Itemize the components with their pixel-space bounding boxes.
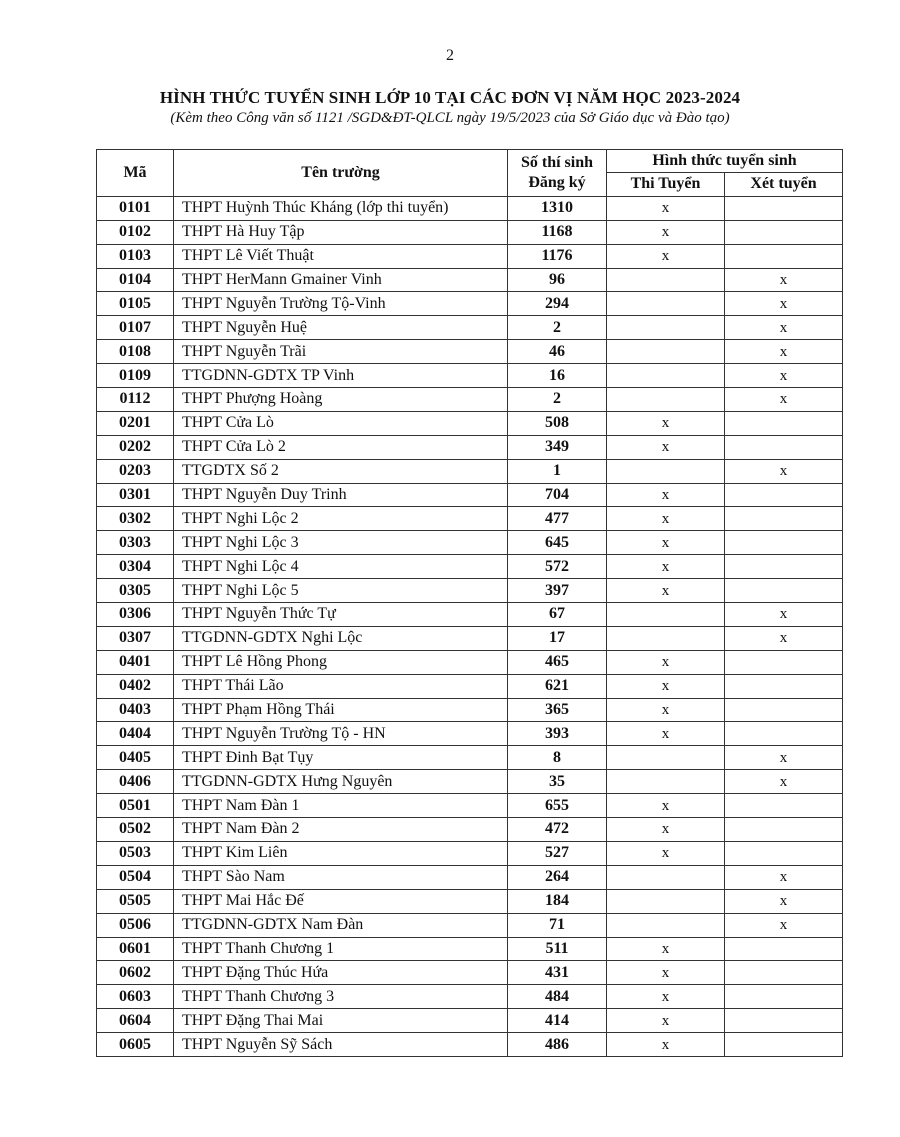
header-method: Hình thức tuyển sinh xyxy=(607,150,843,173)
table-row xyxy=(97,698,843,722)
review-mark xyxy=(725,698,843,722)
registration-count: 621 xyxy=(508,674,607,698)
table-row xyxy=(97,555,843,579)
exam-mark: x xyxy=(607,220,725,244)
table-row xyxy=(97,961,843,985)
school-code: 0403 xyxy=(97,698,174,722)
review-mark: x xyxy=(725,746,843,770)
school-name: THPT HerMann Gmainer Vinh xyxy=(174,268,508,292)
header-exam: Thi Tuyển xyxy=(607,173,725,197)
registration-count: 477 xyxy=(508,507,607,531)
exam-mark xyxy=(607,865,725,889)
school-code: 0506 xyxy=(97,913,174,937)
table-row xyxy=(97,435,843,459)
school-name: THPT Sào Nam xyxy=(174,865,508,889)
registration-count: 465 xyxy=(508,650,607,674)
table-row xyxy=(97,913,843,937)
review-mark: x xyxy=(725,865,843,889)
table-row xyxy=(97,531,843,555)
registration-count: 264 xyxy=(508,865,607,889)
registration-count: 431 xyxy=(508,961,607,985)
school-code: 0203 xyxy=(97,459,174,483)
table-row xyxy=(97,411,843,435)
review-mark: x xyxy=(725,459,843,483)
school-code: 0604 xyxy=(97,1009,174,1033)
admission-table xyxy=(96,149,843,1057)
table-row xyxy=(97,603,843,627)
school-name: THPT Thanh Chương 3 xyxy=(174,985,508,1009)
registration-count: 704 xyxy=(508,483,607,507)
school-name: THPT Thái Lão xyxy=(174,674,508,698)
school-code: 0104 xyxy=(97,268,174,292)
school-name: THPT Cửa Lò xyxy=(174,411,508,435)
table-row xyxy=(97,650,843,674)
table-row xyxy=(97,292,843,316)
exam-mark xyxy=(607,268,725,292)
registration-count: 17 xyxy=(508,626,607,650)
school-name: THPT Cửa Lò 2 xyxy=(174,435,508,459)
table-row xyxy=(97,841,843,865)
exam-mark: x xyxy=(607,841,725,865)
table-row xyxy=(97,579,843,603)
table-row xyxy=(97,1033,843,1057)
review-mark: x xyxy=(725,340,843,364)
table-row xyxy=(97,459,843,483)
registration-count: 16 xyxy=(508,364,607,388)
table-row xyxy=(97,937,843,961)
review-mark xyxy=(725,650,843,674)
exam-mark: x xyxy=(607,794,725,818)
school-code: 0105 xyxy=(97,292,174,316)
school-name: THPT Đinh Bạt Tụy xyxy=(174,746,508,770)
review-mark: x xyxy=(725,316,843,340)
school-name: THPT Nguyễn Huệ xyxy=(174,316,508,340)
school-code: 0202 xyxy=(97,435,174,459)
school-name: TTGDNN-GDTX Nam Đàn xyxy=(174,913,508,937)
registration-count: 472 xyxy=(508,818,607,842)
school-name: THPT Nghi Lộc 3 xyxy=(174,531,508,555)
registration-count: 8 xyxy=(508,746,607,770)
exam-mark xyxy=(607,459,725,483)
registration-count: 508 xyxy=(508,411,607,435)
table-row xyxy=(97,889,843,913)
school-name: THPT Nghi Lộc 4 xyxy=(174,555,508,579)
registration-count: 1 xyxy=(508,459,607,483)
school-code: 0102 xyxy=(97,220,174,244)
exam-mark xyxy=(607,626,725,650)
registration-count: 527 xyxy=(508,841,607,865)
exam-mark xyxy=(607,746,725,770)
review-mark xyxy=(725,507,843,531)
school-name: THPT Nguyễn Trãi xyxy=(174,340,508,364)
school-code: 0305 xyxy=(97,579,174,603)
school-code: 0401 xyxy=(97,650,174,674)
school-code: 0112 xyxy=(97,388,174,412)
registration-count: 484 xyxy=(508,985,607,1009)
exam-mark: x xyxy=(607,1009,725,1033)
school-code: 0505 xyxy=(97,889,174,913)
exam-mark: x xyxy=(607,244,725,268)
exam-mark: x xyxy=(607,507,725,531)
table-row xyxy=(97,316,843,340)
school-name: THPT Phượng Hoàng xyxy=(174,388,508,412)
table-row xyxy=(97,770,843,794)
header-count xyxy=(508,150,607,197)
exam-mark: x xyxy=(607,579,725,603)
school-code: 0404 xyxy=(97,722,174,746)
registration-count: 294 xyxy=(508,292,607,316)
school-name: THPT Phạm Hồng Thái xyxy=(174,698,508,722)
table-row xyxy=(97,1009,843,1033)
table-row xyxy=(97,268,843,292)
exam-mark: x xyxy=(607,937,725,961)
school-code: 0302 xyxy=(97,507,174,531)
table-row xyxy=(97,722,843,746)
table-row xyxy=(97,507,843,531)
registration-count: 2 xyxy=(508,388,607,412)
header-review: Xét tuyển xyxy=(725,173,843,197)
registration-count: 397 xyxy=(508,579,607,603)
header-count-line2: Đăng ký xyxy=(528,173,586,191)
table-row xyxy=(97,388,843,412)
review-mark xyxy=(725,411,843,435)
school-code: 0301 xyxy=(97,483,174,507)
table-header xyxy=(97,150,843,197)
exam-mark: x xyxy=(607,650,725,674)
exam-mark: x xyxy=(607,531,725,555)
table-row xyxy=(97,626,843,650)
review-mark xyxy=(725,244,843,268)
exam-mark: x xyxy=(607,196,725,220)
exam-mark: x xyxy=(607,435,725,459)
page-number: 2 xyxy=(446,47,454,64)
school-name: THPT Nguyễn Trường Tộ - HN xyxy=(174,722,508,746)
exam-mark xyxy=(607,316,725,340)
review-mark xyxy=(725,220,843,244)
school-code: 0603 xyxy=(97,985,174,1009)
exam-mark xyxy=(607,770,725,794)
school-code: 0501 xyxy=(97,794,174,818)
registration-count: 486 xyxy=(508,1033,607,1057)
review-mark xyxy=(725,794,843,818)
table-row xyxy=(97,483,843,507)
school-name: THPT Nam Đàn 1 xyxy=(174,794,508,818)
review-mark xyxy=(725,531,843,555)
school-code: 0306 xyxy=(97,603,174,627)
school-name: THPT Nam Đàn 2 xyxy=(174,818,508,842)
registration-count: 1310 xyxy=(508,196,607,220)
school-code: 0304 xyxy=(97,555,174,579)
school-code: 0103 xyxy=(97,244,174,268)
school-code: 0101 xyxy=(97,196,174,220)
review-mark xyxy=(725,961,843,985)
review-mark: x xyxy=(725,388,843,412)
school-code: 0107 xyxy=(97,316,174,340)
review-mark xyxy=(725,818,843,842)
exam-mark: x xyxy=(607,818,725,842)
school-name: THPT Thanh Chương 1 xyxy=(174,937,508,961)
review-mark xyxy=(725,985,843,1009)
registration-count: 46 xyxy=(508,340,607,364)
document-subtitle: (Kèm theo Công văn số 1121 /SGD&ĐT-QLCL ngày 19/5/2023 của Sở Giáo dục và Đào tạo) xyxy=(170,110,730,126)
review-mark xyxy=(725,435,843,459)
school-name: THPT Lê Hồng Phong xyxy=(174,650,508,674)
school-code: 0109 xyxy=(97,364,174,388)
exam-mark xyxy=(607,292,725,316)
table-row xyxy=(97,794,843,818)
school-name: TTGDTX Số 2 xyxy=(174,459,508,483)
table-body xyxy=(97,196,843,1056)
school-name: TTGDNN-GDTX Nghi Lộc xyxy=(174,626,508,650)
exam-mark: x xyxy=(607,985,725,1009)
review-mark xyxy=(725,1033,843,1057)
school-code: 0402 xyxy=(97,674,174,698)
review-mark xyxy=(725,1009,843,1033)
table-row xyxy=(97,985,843,1009)
table-row xyxy=(97,865,843,889)
table-row xyxy=(97,818,843,842)
exam-mark xyxy=(607,388,725,412)
exam-mark xyxy=(607,340,725,364)
school-name: THPT Nguyễn Sỹ Sách xyxy=(174,1033,508,1057)
registration-count: 1176 xyxy=(508,244,607,268)
school-name: THPT Nguyễn Thức Tự xyxy=(174,603,508,627)
school-name: TTGDNN-GDTX Hưng Nguyên xyxy=(174,770,508,794)
review-mark xyxy=(725,674,843,698)
registration-count: 349 xyxy=(508,435,607,459)
exam-mark: x xyxy=(607,1033,725,1057)
school-name: THPT Huỳnh Thúc Kháng (lớp thi tuyển) xyxy=(174,196,508,220)
registration-count: 414 xyxy=(508,1009,607,1033)
review-mark xyxy=(725,722,843,746)
exam-mark: x xyxy=(607,483,725,507)
exam-mark: x xyxy=(607,961,725,985)
school-code: 0504 xyxy=(97,865,174,889)
registration-count: 71 xyxy=(508,913,607,937)
registration-count: 645 xyxy=(508,531,607,555)
registration-count: 655 xyxy=(508,794,607,818)
exam-mark: x xyxy=(607,674,725,698)
exam-mark xyxy=(607,913,725,937)
school-name: TTGDNN-GDTX TP Vinh xyxy=(174,364,508,388)
review-mark xyxy=(725,483,843,507)
document-title: HÌNH THỨC TUYỂN SINH LỚP 10 TẠI CÁC ĐƠN VỊ NĂM HỌC 2023-2024 xyxy=(159,88,741,107)
registration-count: 2 xyxy=(508,316,607,340)
review-mark: x xyxy=(725,913,843,937)
school-code: 0406 xyxy=(97,770,174,794)
review-mark: x xyxy=(725,626,843,650)
table-row xyxy=(97,364,843,388)
table-row xyxy=(97,674,843,698)
school-name: THPT Lê Viết Thuật xyxy=(174,244,508,268)
registration-count: 67 xyxy=(508,603,607,627)
review-mark xyxy=(725,555,843,579)
exam-mark: x xyxy=(607,411,725,435)
registration-count: 35 xyxy=(508,770,607,794)
review-mark xyxy=(725,196,843,220)
school-name: THPT Nghi Lộc 2 xyxy=(174,507,508,531)
table-row xyxy=(97,746,843,770)
school-code: 0201 xyxy=(97,411,174,435)
table-row xyxy=(97,196,843,220)
review-mark: x xyxy=(725,292,843,316)
school-name: THPT Nguyễn Trường Tộ-Vinh xyxy=(174,292,508,316)
registration-count: 511 xyxy=(508,937,607,961)
school-name: THPT Nguyễn Duy Trinh xyxy=(174,483,508,507)
exam-mark xyxy=(607,603,725,627)
school-code: 0108 xyxy=(97,340,174,364)
registration-count: 393 xyxy=(508,722,607,746)
registration-count: 365 xyxy=(508,698,607,722)
school-name: THPT Mai Hắc Đế xyxy=(174,889,508,913)
registration-count: 1168 xyxy=(508,220,607,244)
school-name: THPT Đặng Thúc Hứa xyxy=(174,961,508,985)
exam-mark xyxy=(607,364,725,388)
exam-mark xyxy=(607,889,725,913)
exam-mark: x xyxy=(607,698,725,722)
school-name: THPT Nghi Lộc 5 xyxy=(174,579,508,603)
header-school: Tên trường xyxy=(174,150,508,197)
school-name: THPT Kim Liên xyxy=(174,841,508,865)
registration-count: 184 xyxy=(508,889,607,913)
school-code: 0602 xyxy=(97,961,174,985)
review-mark: x xyxy=(725,770,843,794)
table-row xyxy=(97,340,843,364)
school-name: THPT Hà Huy Tập xyxy=(174,220,508,244)
school-code: 0605 xyxy=(97,1033,174,1057)
exam-mark: x xyxy=(607,555,725,579)
review-mark xyxy=(725,937,843,961)
review-mark xyxy=(725,579,843,603)
header-code: Mã xyxy=(97,150,174,197)
school-code: 0601 xyxy=(97,937,174,961)
school-name: THPT Đặng Thai Mai xyxy=(174,1009,508,1033)
school-code: 0405 xyxy=(97,746,174,770)
review-mark: x xyxy=(725,889,843,913)
school-code: 0503 xyxy=(97,841,174,865)
review-mark: x xyxy=(725,364,843,388)
registration-count: 572 xyxy=(508,555,607,579)
review-mark: x xyxy=(725,603,843,627)
header-count-line1: Số thí sinh xyxy=(520,153,594,171)
school-code: 0307 xyxy=(97,626,174,650)
exam-mark: x xyxy=(607,722,725,746)
table-row xyxy=(97,220,843,244)
school-code: 0502 xyxy=(97,818,174,842)
registration-count: 96 xyxy=(508,268,607,292)
review-mark: x xyxy=(725,268,843,292)
review-mark xyxy=(725,841,843,865)
school-code: 0303 xyxy=(97,531,174,555)
table-row xyxy=(97,244,843,268)
